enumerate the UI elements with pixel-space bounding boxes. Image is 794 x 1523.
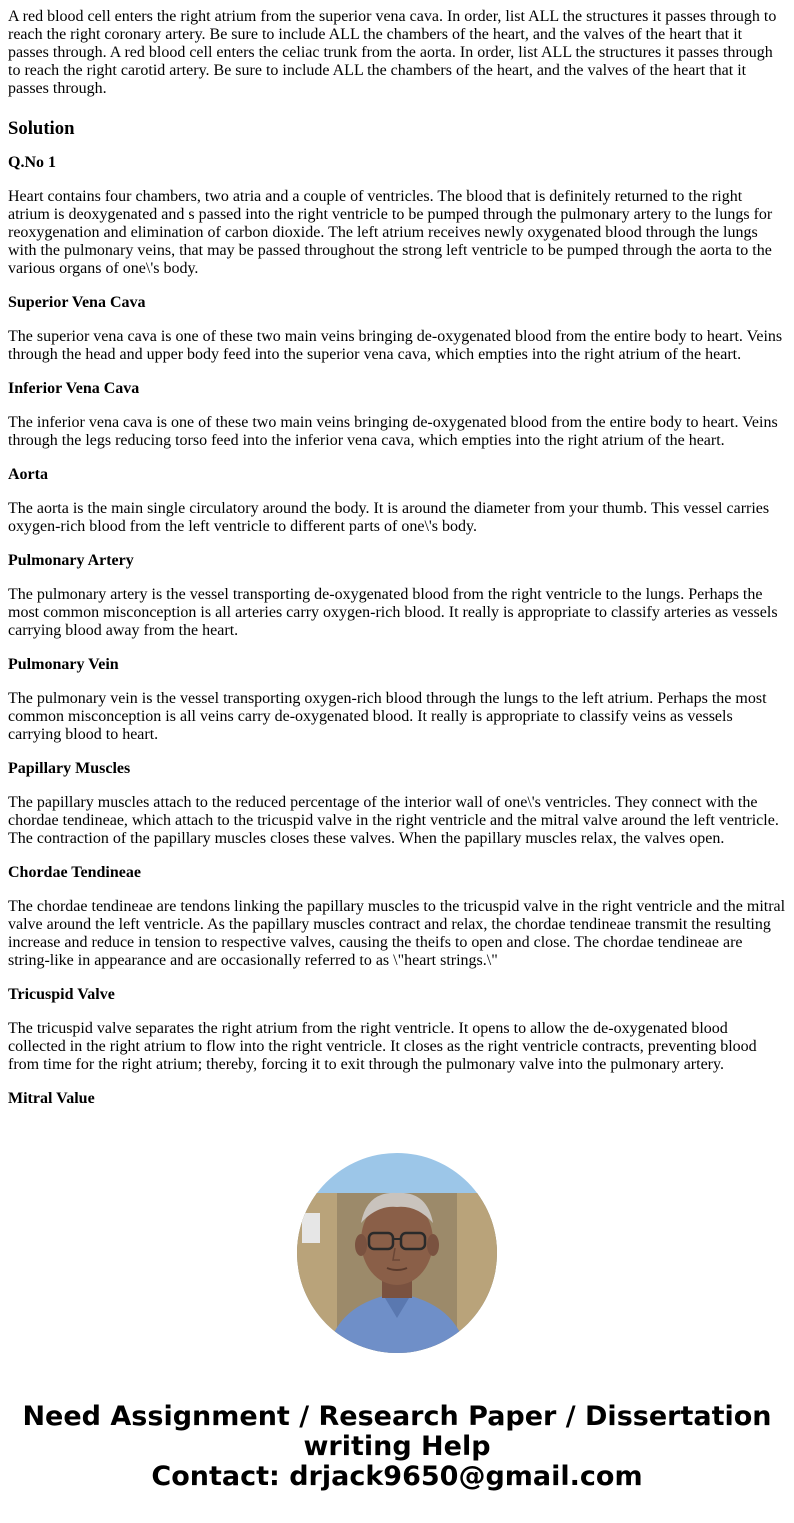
section-text: The chordae tendineae are tendons linking the papillary muscles to the tricuspid valve in the right ventricle and the mitral valve around the left ventricle. As the papillary muscles contract and relax, the chordae tendineae transmit the resulting increase and reduce in tension to respective valves, causing the theifs to open and close. The chordae tendineae are string-like in appearance and are occasionally referred to as \"heart strings.\" (8, 898, 786, 969)
section-heading: Chordae Tendineae (8, 864, 141, 881)
section-text: The pulmonary vein is the vessel transporting oxygen-rich blood through the lungs to the left atrium. Perhaps the most common misconception is all veins carry de-oxygenated blood. It really is appropriate to classify veins as vessels carrying blood to heart. (8, 690, 767, 743)
section-text: The inferior vena cava is one of these two main veins bringing de-oxygenated blood from the entire body to heart. Veins through the legs reducing torso feed into the inferior vena cava, which empties into the right atrium of the heart. (8, 414, 778, 449)
solution-sections (8, 154, 786, 1108)
section-heading: Tricuspid Valve (8, 986, 115, 1003)
section-text: The pulmonary artery is the vessel transporting de-oxygenated blood from the right ventricle to the lungs. Perhaps the most common misconception is all arteries carry oxygen-rich blood. It really is appropriate to classify arteries as vessels carrying blood away from the heart. (8, 586, 778, 639)
section-heading: Pulmonary Vein (8, 656, 119, 673)
section-text: The aorta is the main single circulatory around the body. It is around the diameter from your thumb. This vessel carries oxygen-rich blood from the left ventricle to different parts of one\'s body. (8, 500, 770, 535)
section-heading: Mitral Value (8, 1090, 95, 1107)
author-avatar (297, 1153, 497, 1353)
question-text: A red blood cell enters the right atrium from the superior vena cava. In order, list ALL the structures it passes through to reach the right coronary artery. Be sure to include ALL the chambers of the heart, and the valves of the heart that it passes through. A red blood cell enters the celiac trunk from the aorta. In order, list ALL the structures it passes through to reach the right carotid artery. Be sure to include ALL the chambers of the heart, and the valves of the heart that it passes through. (8, 8, 777, 97)
section-text: The tricuspid valve separates the right atrium from the right ventricle. It opens to allow the de-oxygenated blood collected in the right atrium to flow into the right ventricle. It closes as the right ventricle contracts, preventing blood from time for the right atrium; thereby, forcing it to exit through the pulmonary valve into the pulmonary artery. (8, 1020, 757, 1073)
promo-line-2: writing Help (303, 1431, 491, 1462)
section-text: The papillary muscles attach to the reduced percentage of the interior wall of one\'s ventricles. They connect with the chordae tendineae, which attach to the tricuspid valve in the right ventricle and the mitral valve around the left ventricle. The contraction of the papillary muscles closes these valves. When the papillary muscles relax, the valves open. (8, 794, 779, 847)
promo-line-1: Need Assignment / Research Paper / Dissertation (22, 1401, 772, 1432)
section-text: Heart contains four chambers, two atria and a couple of ventricles. The blood that is definitely returned to the right atrium is deoxygenated and s passed into the right ventricle to be pumped through the pulmonary artery to the lungs for reoxygenation and elimination of carbon dioxide. The left atrium receives newly oxygenated blood through the lungs with the pulmonary veins, that may be passed throughout the strong left ventricle to be pumped through the aorta to the various organs of one\'s body. (8, 188, 773, 277)
solution-title: Solution (8, 118, 75, 139)
section-text: The superior vena cava is one of these two main veins bringing de-oxygenated blood from the entire body to heart. Veins through the head and upper body feed into the superior vena cava, which empties into the right atrium of the heart. (8, 328, 783, 363)
section-heading: Superior Vena Cava (8, 294, 146, 311)
author-photo (297, 1153, 497, 1353)
section-heading: Papillary Muscles (8, 760, 131, 777)
section-heading: Q.No 1 (8, 154, 56, 171)
promo-contact: Contact: drjack9650@gmail.com (151, 1461, 643, 1492)
section-heading: Inferior Vena Cava (8, 380, 140, 397)
promo-banner (0, 1402, 794, 1492)
section-heading: Pulmonary Artery (8, 552, 134, 569)
section-heading: Aorta (8, 466, 48, 483)
